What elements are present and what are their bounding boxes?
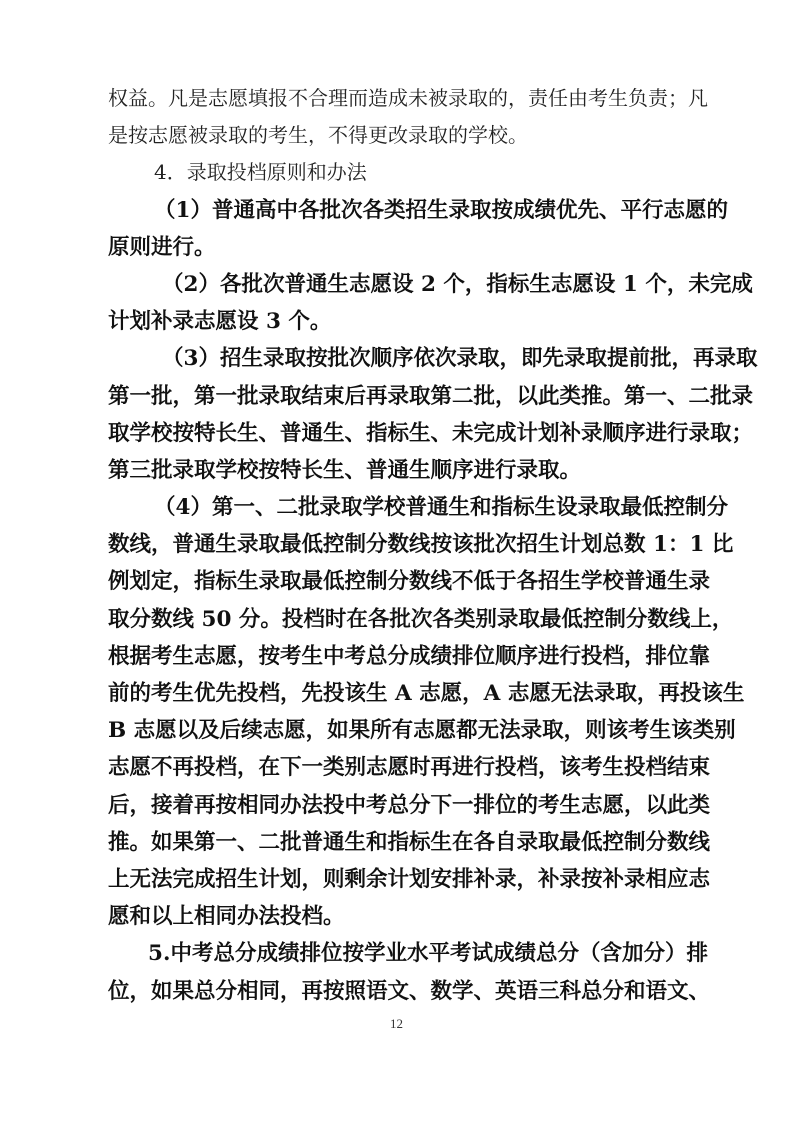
text-line: 根据考生志愿，按考生中考总分成绩排位顺序进行投档，排位靠: [108, 643, 711, 669]
text-line: 取学校按特长生、普通生、指标生、未完成计划补录顺序进行录取；: [108, 420, 754, 446]
text-line: 4．录取投档原则和办法: [154, 160, 367, 185]
text-line: 志愿不再投档，在下一类别志愿时再进行投档，该考生投档结束: [108, 755, 711, 781]
text-line: 第一批，第一批录取结束后再录取第二批，以此类推。第一、二批录: [108, 383, 754, 409]
page-number: 12: [390, 1016, 403, 1031]
text-line: 数线，普通生录取最低控制分数线按该批次招生计划总数 1：1 比: [108, 532, 734, 558]
text-line: （1）普通高中各批次各类招生录取按成绩优先、平行志愿的: [154, 197, 728, 223]
text-line: （4）第一、二批录取学校普通生和指标生设录取最低控制分: [154, 495, 728, 521]
text-line: （2）各批次普通生志愿设 2 个，指标生志愿设 1 个，未完成: [162, 271, 753, 297]
text-line: B 志愿以及后续志愿，如果所有志愿都无法录取，则该考生该类别: [108, 718, 736, 744]
text-line: 上无法完成招生计划，则剩余计划安排补录，补录按补录相应志: [108, 866, 711, 892]
text-line: 后，接着再按相同办法投中考总分下一排位的考生志愿，以此类: [108, 792, 711, 818]
text-line: 例划定，指标生录取最低控制分数线不低于各招生学校普通生录: [108, 569, 711, 595]
text-line: 计划补录志愿设 3 个。: [108, 309, 332, 335]
document-body: [108, 80, 758, 1010]
text-line: 愿和以上相同办法投档。: [108, 904, 345, 930]
text-line: 前的考生优先投档，先投该生 A 志愿，A 志愿无法录取，再投该生: [108, 681, 745, 706]
text-line: （3）招生录取按批次顺序依次录取，即先录取提前批，再录取: [162, 346, 758, 372]
text-line: 取分数线 50 分。投档时在各批次各类别录取最低控制分数线上，: [108, 606, 734, 632]
text-line: 权益。凡是志愿填报不合理而造成未被录取的，责任由考生负责；凡: [108, 86, 708, 110]
text-line: 推。如果第一、二批普通生和指标生在各自录取最低控制分数线: [108, 829, 711, 855]
text-line: 位，如果总分相同，再按照语文、数学、英语三科总分和语文、: [108, 978, 711, 1004]
text-line: 是按志愿被录取的考生，不得更改录取的学校。: [108, 123, 528, 148]
text-line: 原则进行。: [108, 234, 216, 260]
text-line: 第三批录取学校按特长生、普通生顺序进行录取。: [108, 457, 582, 483]
text-lines: [108, 80, 758, 1010]
text-line: 5.中考总分成绩排位按学业水平考试成绩总分（含加分）排: [148, 941, 708, 967]
